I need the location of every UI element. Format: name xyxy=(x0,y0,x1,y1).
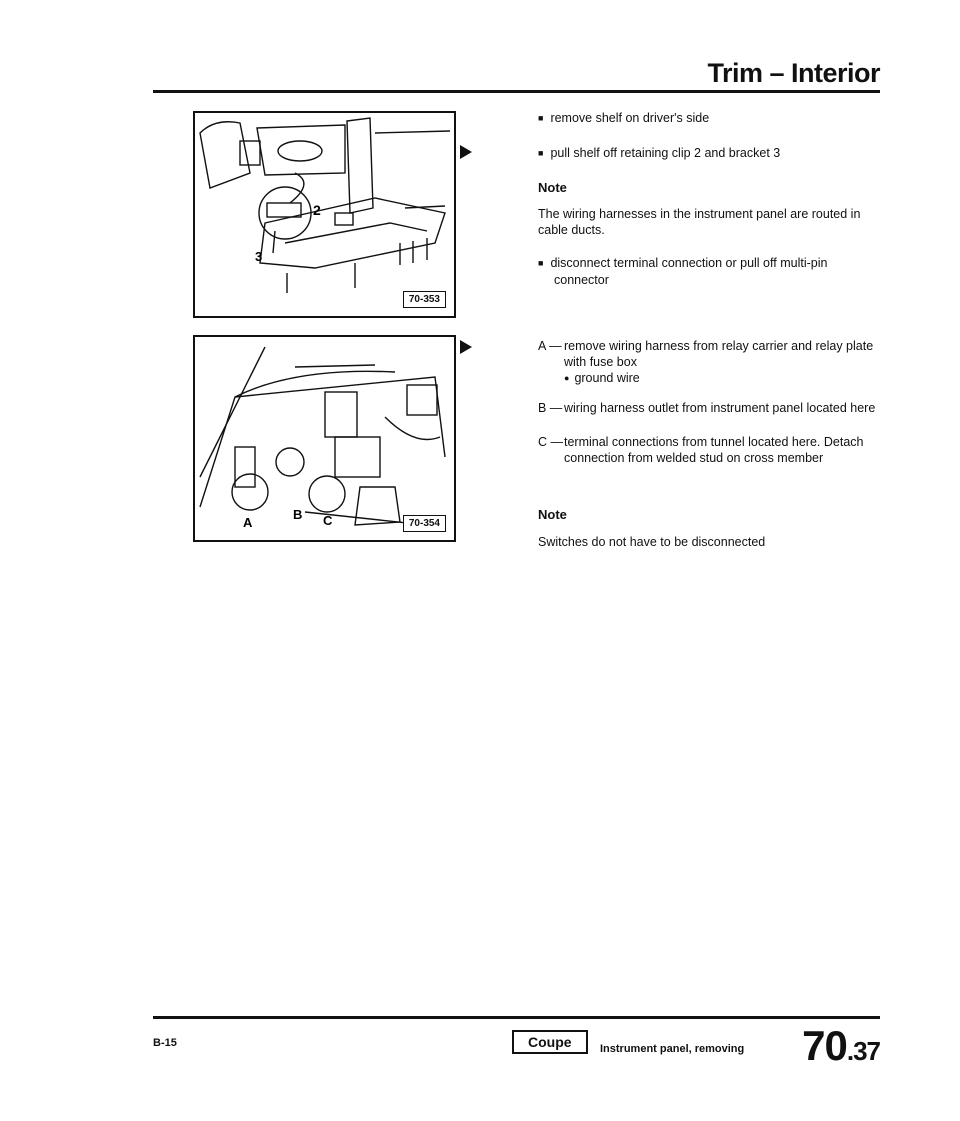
footer-description: Instrument panel, removing xyxy=(600,1043,745,1055)
item-a-sub: ● ground wire xyxy=(564,371,640,385)
pointer-arrow-icon xyxy=(460,145,472,159)
footer-rule xyxy=(153,1016,880,1019)
note-title-2: Note xyxy=(538,507,567,522)
pointer-arrow-icon xyxy=(460,340,472,354)
step-pull-shelf: ■ pull shelf off retaining clip 2 and bracket 3 xyxy=(538,145,780,162)
footer-code: B-15 xyxy=(153,1037,177,1049)
step-disconnect: ■ disconnect terminal connection or pull off multi-pin connector xyxy=(538,255,864,288)
figure-code: 70-353 xyxy=(403,291,446,308)
callout-c: C xyxy=(323,513,333,528)
item-b: B — wiring harness outlet from instrument panel located here xyxy=(538,401,876,415)
header-rule xyxy=(153,90,880,93)
note-title: Note xyxy=(538,180,567,195)
page-title: Trim – Interior xyxy=(707,58,880,88)
figure-dashboard xyxy=(193,335,456,542)
figure-code: 70-354 xyxy=(403,515,446,532)
step-remove-shelf: ■ remove shelf on driver's side xyxy=(538,110,709,127)
callout-3: 3 xyxy=(255,249,263,264)
figure-shelf-removal xyxy=(193,111,456,318)
item-c: C — terminal connections from tunnel located here. Detach connection from welded stud on cross member xyxy=(538,435,864,465)
shelf-illustration xyxy=(195,113,454,316)
dashboard-illustration xyxy=(195,337,454,540)
callout-b: B xyxy=(293,507,303,522)
item-a: A — remove wiring harness from relay carrier and relay plate with fuse box ● ground wire xyxy=(538,338,883,387)
callout-a: A xyxy=(243,515,253,530)
note-text-2: Switches do not have to be disconnected xyxy=(538,535,766,549)
note-text: The wiring harnesses in the instrument panel are routed in cable ducts. xyxy=(538,207,861,237)
page-number: 70.37 xyxy=(802,1022,880,1069)
callout-2: 2 xyxy=(313,202,321,218)
model-badge: Coupe xyxy=(512,1030,588,1054)
